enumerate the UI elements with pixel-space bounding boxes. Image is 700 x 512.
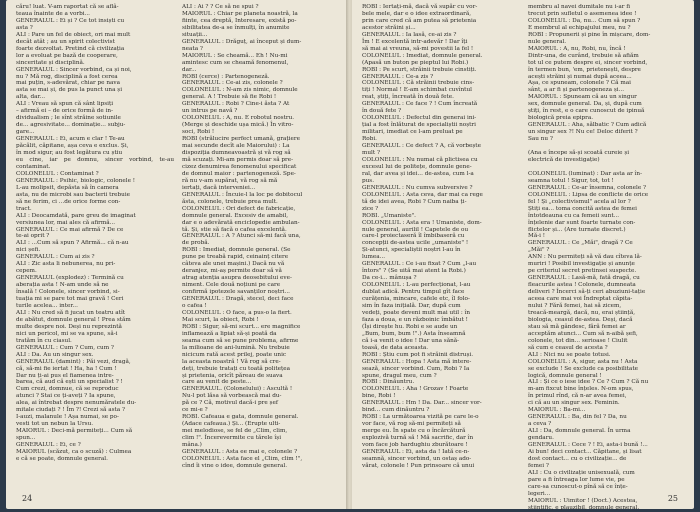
right-col1-text (362, 4, 520, 470)
text-line: – afirmă ei – de orice formă de in- (16, 108, 113, 115)
text-line: sex, domnule general. Da, și, după cum (528, 101, 642, 108)
text-line: ROBI (strălucire perfect umană, grațiere (182, 136, 300, 143)
text-line: general. A ! Trebuie să fie Robi ! (182, 94, 277, 101)
text-line: biologică preia epipra. (528, 115, 594, 122)
text-line: COLONELUL : Imediat, domnule general. (362, 52, 483, 59)
text-line: sibilitatea de-a se înmulți, în anumite (182, 24, 290, 31)
text-line: reat, știți, încreată în două fete. (362, 94, 454, 101)
text-line: dividualism ; le sînt străine sotiunile (16, 115, 121, 122)
text-line: niment. Cele două noțiuni pe care (182, 282, 281, 289)
text-line: GENERALUL : Ce-a zis ? (362, 73, 434, 80)
text-line: ROBI : Știu cum pot fi străinii distruși. (362, 351, 474, 358)
text-line: sinceritate și disciplină. (16, 59, 85, 66)
page-number: 24 (22, 494, 33, 503)
text-line: curățenia, mincare, cafele etc, îl folo- (362, 296, 470, 303)
text-line: ALI : Ai ? ? Ce să ne spui ? (182, 4, 259, 10)
right-page (352, 0, 694, 509)
text-line: dublat adică. Pentru timpul gît face (362, 289, 465, 296)
text-line: confirmă ipotezele savanților noștri... (182, 289, 290, 296)
text-line: (Ana e începe să-și scoată cureie și (528, 150, 630, 157)
text-line: întotdeauna cu ca femeii sunt... (528, 212, 620, 219)
text-line: biologia, ceasul de-astea. Deși, dacă (528, 316, 633, 323)
text-line: cepem. (16, 268, 37, 275)
text-line: ROBI : Sigur, să-mi scurt... ere magnifice (182, 323, 301, 330)
text-line: seamna totul ! Sigur, tot, tot ! (528, 177, 614, 184)
text-line: amintesc cum se cheamă fenomenul, (182, 59, 289, 66)
text-line: GENERALUL : Ei și ? Ce tot insiști cu (16, 17, 125, 24)
text-line: să cum e ceasul de acesta ? (528, 344, 608, 351)
text-line: COLONELUL (luminat) : Dar asta ar în- (528, 170, 643, 177)
text-line: mult ? (362, 150, 381, 157)
text-line: bine, Robi ! (362, 393, 396, 400)
text-line: tract. (16, 205, 32, 212)
text-line: în termen bun, 'em, prietenești, despre (528, 66, 641, 73)
text-line: COLONELUL : Nu numai că plictisea cu (362, 156, 478, 163)
text-line: sânt, a ar fi și partenogeneza și... (528, 87, 625, 94)
text-line: ALI : Zic asta li nebunerea, nu pri- (16, 261, 116, 268)
text-line: aceea care mai voi Îndreptat căpita- (528, 296, 633, 303)
text-line: ROBI : Propunerii și pine în mișcare, dom- (528, 31, 651, 38)
text-line: ALI : Nici nu se poate totusi. (528, 351, 611, 358)
text-line: ROBI : Iertați-mă, dacă vă supăr cu vor- (362, 4, 478, 10)
text-line: ROBI. Cafeaua e gata, domnule general. (182, 414, 299, 421)
text-line: întors" ? (Se uită mai atent la Robi.) (362, 268, 466, 275)
text-line: foarte dezvoltat. Pretind că civilizația (16, 45, 125, 52)
text-line: aberația asta ! N-am unde să ne (16, 282, 109, 289)
text-line: GENERALUL : Robi ? Cine-i ăsta ? At (182, 101, 290, 108)
text-line: MAIORUL : Se cheamă... Eh ! Nu-mi (182, 52, 288, 59)
text-line: pe criteriul secret pretinsei suspecte. (528, 268, 637, 275)
text-line: neata ? (182, 45, 203, 52)
text-line: deți, trebuie tratați cu toată politețea (182, 365, 291, 372)
text-line: ALI : Nu cred să fi jucat un teatru atît (16, 309, 126, 316)
text-line: COLONELUL : Da, nu... Cum să spun ? (528, 17, 641, 24)
text-line: de abătut, domnule general ! Prea stăm (16, 316, 131, 323)
text-line: MAIORUL : A, nu, Robi, nu, încă ! (528, 45, 626, 52)
text-line: treacă-meargă, dacă, nu, erai știință, (528, 309, 636, 316)
text-line: GENERALUL : Ce-ai zis, colonele ? (182, 80, 283, 87)
text-line: ral, dar avea și idei... de-astea, cum l-a (362, 170, 474, 177)
text-line: COLONELUL : Asta ceva, dar mai ca rege (362, 191, 483, 198)
text-line: fiinte, cea dreptă, Interesare, există po- (182, 17, 297, 24)
text-line: faza a doua, e un războinic îmbătut ! (362, 316, 468, 323)
text-line: Așa, ce spuneam, colonele ? Că mai (528, 80, 631, 87)
text-line: mai puțin, s-adevărat, chiar pe nava (16, 80, 121, 87)
text-line: știți, în rest, e o care cunoscut de ipinuă (528, 108, 645, 115)
text-line: „Măi" ? (528, 247, 550, 254)
text-line: asta, nu de microbi sau bacterii trebuie (16, 191, 131, 198)
text-line: explozivă turnă să ! Mă sacrific, dar în (362, 435, 474, 442)
text-line: câteva ale unei mașini.) Dacă nu vă (182, 261, 285, 268)
text-line: GENERALUL : Cum ai zis ? (16, 254, 95, 261)
text-line: se exclude ! Se exclude ca posibilitate (528, 365, 638, 372)
text-line: bind... cum dinăuntru ? (362, 407, 430, 414)
text-line: mai secunde decît ale Maiorului) : La (182, 143, 290, 150)
text-line: Și-atunci, specialiștii noștri l-au în (362, 247, 461, 254)
text-line: COLONELUL : O face, a pus-o la fiert. (182, 309, 292, 316)
text-line: GENERALUL : Ce face ? ! Cum încreată (362, 101, 478, 108)
text-line: concepții de-astea ucile „umaniste" ! (362, 240, 469, 247)
text-line: că, să-mi fie iertat ! Ha, ha ! Cum ! (16, 365, 117, 372)
text-line: (Își direște hu. Robi e se aude un (362, 323, 458, 330)
text-line: (Merge și deschide ușa mică.) În vitro- (182, 122, 294, 129)
text-line: clim !". Încerevermite cu tărele își (182, 435, 282, 442)
text-line: MAIORUL : Chiar pe planeta noastră, la (182, 10, 298, 17)
text-line: că i-a venit o idee ! Dar una sănă- (362, 337, 460, 344)
text-line: merge eu. În spate cu o încărcătură (362, 428, 466, 435)
text-line: GENERALUL : Cece ? ! Ei, asta-i bună !... (528, 442, 648, 449)
text-line: ALI : Da, domnule general. În urma (528, 428, 631, 435)
text-line: care-l proiectaseră îl îmbibaseră cu (362, 233, 465, 240)
text-line: mitale ciudați ? ! Îm ?! Crezi să asta ? (16, 407, 126, 414)
text-line: dar... (182, 66, 197, 73)
text-line: sim în faza inițială. Dar, după cum (362, 302, 461, 309)
text-line: ALI : Deocamdată, pare greu de imaginat (16, 212, 136, 219)
text-line: COLONELUL : N-am zis nimic, domnule (182, 87, 298, 94)
text-line: nu ? Mă rog, disciplină a fost cerea (16, 73, 118, 80)
text-line: COLONELUL : Asta era ! Umaniste, dom- (362, 219, 482, 226)
text-line: acestor străini și... (362, 24, 416, 31)
text-line: flictelor și... (Are turnate discret.) (528, 226, 626, 233)
text-line: tă. Și, stie să facă o cafea excelentă. (182, 226, 287, 233)
text-line: GENERALUL : Lasă-mă, fată dragă, cu (528, 275, 640, 282)
text-line: inflamează a lipiat să-și poată da (182, 330, 277, 337)
text-line: GENERALUL (damint) : Păi vezi, dragă, (16, 358, 131, 365)
text-line: COLONELUL : Aha ! Grozav ! Foarte (362, 386, 469, 393)
text-line: la aceasta noastră ! Vă rog să cre- (182, 358, 281, 365)
text-line: acceptăm atunci... Cum să n-aibă șefi, (528, 330, 638, 337)
text-line: Ai bun! deci contact... Căpitane, și lisat (528, 449, 642, 455)
text-line: „Bum, bum, bum !".) Asta înseamnă (362, 330, 466, 337)
text-line: seamnă, sincer vorbind, un ostaș ado- (362, 455, 472, 462)
text-line: tot ul ce putem despre ei, sincer vorbind, (528, 59, 648, 66)
text-line: soci, Robi ! (182, 129, 215, 136)
text-line: GENERALUL : Asta ee mai e, colonele ? (182, 449, 298, 455)
text-line: vesti tot un nebun la Ursu. (16, 421, 94, 428)
text-line: I-auzi, malanule ! Așa numai, se po- (16, 414, 119, 421)
text-line: vom face job hardughiu zburătoare ! (362, 442, 468, 449)
text-line: lor a evoluat pe bază de cooperare, (16, 52, 118, 59)
text-line: GENERALUL : Dragă, stecel, deci face (182, 296, 294, 303)
text-line: MAIORUL (scăzut, ca o scuză) : Culmea (16, 449, 132, 455)
text-line: fel ! Și „colectivismul" acela al lor ? (528, 198, 631, 205)
text-line: multe despre noi. Deși nu reprezintă (16, 323, 122, 330)
text-line: zice ? (362, 205, 379, 212)
text-line: stau să mă gândesc, fără femei ar (528, 323, 626, 330)
text-line: GENERALUL : Aha, sălbatic ? Cum adică (528, 122, 647, 129)
text-line: tuația mi se pare tot mai gravă ! Ceri (16, 296, 124, 303)
text-line: Da ce-i... mânușa ? (362, 275, 417, 282)
text-line: vărat, colonele ! Pun prinsoare că unui (362, 462, 475, 469)
text-line: păcălit, căpitane, așa ceva e exclus. Și, (16, 143, 129, 150)
right-page-column-1 (362, 4, 520, 484)
text-line: științific, e plauzibil, domnule general. (528, 504, 640, 511)
text-line: L-au molipsit, depăsta să în camera (16, 184, 119, 191)
text-line: trecut prin sufletul o asemenea idee ! (528, 10, 637, 17)
text-line: GENERALUL : Cum ? Cum, cum ? (16, 344, 114, 351)
text-line: GENERALUL : Sincer vorbind, ca și noi, (16, 66, 132, 73)
text-line: GENERALUL : Ba, din fel ? Da, nu (528, 414, 627, 421)
text-line: ALI : ...Cum să spun ? Afirmă... că n-au (16, 240, 129, 247)
text-line: vor face, vă rog să-mi permiteți să (362, 421, 461, 428)
text-line: Sau nu ? (528, 136, 553, 143)
text-line: tiți ! Normal ! E-am schimbat cuvîntul (362, 87, 472, 94)
text-line: ALI : Da. Au un singur sex. (16, 351, 94, 358)
text-line: COLONELUL : Defectul din generai ini- (362, 115, 477, 122)
text-line: COLONELUL : Că străinii trebuie cins- (362, 80, 475, 87)
text-line: pare a fi întreaga lor lume vie, pe (528, 476, 625, 483)
text-line: atrag atenția asupra deosebitului eve- (182, 275, 292, 282)
text-line: nicicum rată acest prilej, poate unic (182, 351, 287, 358)
text-line: ALI : Cu o civilizație unisexuală, cum (528, 469, 635, 476)
text-line: colonele, tot din... serioase ! Ciulit (528, 337, 628, 344)
text-line: GENERALUL : Ei, asta da ! Iată ce-n- (362, 449, 470, 455)
text-line: alea, ai întrebat despre nenumăratele du- (16, 400, 137, 407)
text-line: GENERALUL : Hopa ! Asta mă intere- (362, 358, 472, 365)
text-line: un intrus pe navă ? (182, 108, 238, 115)
text-line: situații... (182, 31, 208, 38)
text-line: domnule general. Excesiv de amabil, (182, 212, 289, 219)
text-line: GENERALUL : Ce mai afirmă ? De ce (16, 226, 124, 233)
text-line: membru al navei dumitale nu i-ar fi (528, 4, 631, 10)
text-line: seama cum să se pune problema, afirme (182, 337, 299, 344)
text-line: Cum crezi, domnue, că se reproduc (16, 386, 119, 393)
text-line: COLONELUL : Asta face el „Clim, clim !", (182, 455, 303, 462)
text-line: decât atât ; au un spirit colectivist (16, 38, 115, 45)
text-line: în două fete ? (362, 108, 402, 115)
text-line: la milioane de ani-lumină. Nu trebuie (182, 344, 290, 351)
text-line: e că se poate, domnule general. (16, 455, 108, 462)
text-line: pă ce ? Că, motivul dacă-i pre șef (182, 400, 278, 407)
text-line: te-ai oprit ? (16, 233, 50, 240)
text-line: turile acelea... inter... (16, 302, 78, 309)
page-number: 25 (667, 494, 678, 503)
text-line: ci că au un singur sex. Feminin. (528, 400, 620, 407)
text-line (528, 164, 686, 171)
text-line: a ceva ? (528, 421, 552, 428)
text-line: nici șefi. (16, 247, 41, 254)
text-line: asta ? (16, 24, 33, 31)
text-line: bele mele, dar e o idee extraordinară, (362, 10, 472, 17)
text-line: ALI : Vreau să spun că sânt lipsiți (16, 101, 114, 108)
text-line: muriri ! Posibil investigație și anunțe (528, 261, 635, 268)
text-line: nule general. (528, 38, 567, 45)
text-line: și prietenia, oricît păreau de suava (182, 372, 283, 379)
text-line: pus. (362, 177, 375, 184)
text-line: ROBI : Imediat, domnule general. (Se (182, 247, 291, 254)
text-line: dost contact... cu o civilizație... de (528, 455, 627, 462)
text-line: lumea... (362, 254, 386, 261)
text-line: deliveri ? Încerci să-ți ceri abuziuni-tație (528, 289, 646, 296)
text-line: ROBI : Dinăuntru. (362, 379, 415, 386)
text-line: GENERALUL : Psihic, biologic, colonele ! (16, 177, 136, 184)
text-line: tratăm în cu ciasul. (16, 337, 72, 344)
text-line: Îm ! E excelentă intr-adevăr ! Dar îți (362, 38, 468, 45)
text-line: înțelenie dar sunt foarte turnate con- (528, 219, 636, 226)
text-line: mă scuzați. Mi-am permis doar să pre- (182, 156, 294, 163)
text-line: legeri... (528, 490, 551, 497)
text-line: Dintr-una, de curând, trebuie să afiăm (528, 52, 639, 59)
text-line: de probă. (182, 240, 210, 247)
text-line: COLONELUL : Contaminat ? (16, 170, 99, 177)
left-page (6, 0, 348, 509)
text-line: cizez denumirea fenomenului specificat (182, 163, 297, 170)
text-line: COLONELUL : Ori defect de fabricație, (182, 205, 296, 212)
text-line: ROBI : Pe scurt, străinii trebuie cinstiți. (362, 66, 477, 73)
text-line: GENERALUL : Drăguț, ai început și dum- (182, 38, 302, 45)
text-line: mei melodiose, se fel de „Clim, clim, (182, 428, 288, 435)
text-line: excesul lui de politețe, domnule gene- (362, 163, 472, 170)
text-line (528, 143, 686, 150)
text-line: spune, dragul meu, cum ? (362, 372, 437, 379)
text-line: COLONELUL : L-au perfecționat, l-au (362, 282, 471, 289)
text-line: (Adace cafeaua.) Și... (Erupte ulti- (182, 421, 281, 428)
text-line: nule general, aurilil ! Capetele de ou (362, 226, 469, 233)
text-line: GENERALUL. (Colonelului) : Ascultă ! (182, 386, 293, 393)
text-line: prin care cred că am putea să prietenia (362, 17, 477, 24)
text-line: spun... (16, 435, 36, 442)
text-line: barea, că aud că ești un specialist ? ! (16, 379, 123, 386)
text-line: ROBI : La următoarea vizită pe care le-o (362, 414, 479, 421)
text-line: Știți ea... toma concită astea de femei (528, 205, 637, 212)
text-line: toasă, de data aceasta. (362, 344, 429, 351)
text-line: asta se mai și, de pus la punct una și (16, 87, 123, 94)
text-line: deranjez, mi-aș permite doar să vă (182, 268, 282, 275)
text-line: COLONELUL : A, nu. E robotul nostru. (182, 115, 295, 122)
text-line: nici un pericol, mi se va spune, să-i (16, 330, 118, 337)
left-col2-text (182, 4, 340, 470)
text-line: fleacurile astea ! Colonele, dumneata (528, 282, 636, 289)
text-line: nului ? Fără femei, hai să zicem, (528, 302, 622, 309)
text-line: GENERALUL (explodez) : Termină cu (16, 275, 124, 282)
text-line: iertați, dacă interveniei... (182, 184, 256, 191)
text-line: gare... (16, 129, 35, 136)
text-line: GENERALUL : Ce-ar însemna, colonele ? (528, 184, 647, 191)
right-col2-text (528, 4, 686, 512)
text-line: ALI : Și ce o iese idee ? Ce ? Cum ? Că nu (528, 379, 649, 386)
text-line: COLONELUL : Lipsa de conflicte de orice (528, 191, 649, 198)
text-line: teaua înainte de a vorbi... (16, 10, 90, 17)
text-line: eu cine, iar pe domnu, sincer vorbind, te-au contaminat. (16, 156, 174, 170)
text-line: GENERALUL : Ce i-au fixat ? Cum „l-au (362, 261, 477, 268)
text-line: ră nu v-am supărat, vă rog să mă (182, 177, 278, 184)
text-line: Mă-i ! (528, 233, 546, 240)
text-line: atunci ? Stai ce ți-aveți ? Ia spune, (16, 393, 116, 400)
text-line: de... agresivitate... dominație... subju- (16, 122, 126, 129)
text-line: să ne ferim, ci ...de orice forme con- (16, 198, 121, 205)
text-line: însală ! Colonele, sincer vorbind, si- (16, 289, 120, 296)
text-line: GENERALUL : Ce „Măi", dragă ? Ce (528, 240, 633, 247)
text-line: ROBI (cerce) : Partenogeneză. (182, 73, 270, 80)
text-line: MAIORUL : Ba-mi... (528, 407, 586, 414)
text-line: ALI : Pare un fel de obiect, ori mai mult (16, 31, 131, 38)
left-col1-text (16, 4, 174, 463)
text-line: care-sa cunoscut-o pînă să ce înțe- (528, 483, 628, 490)
text-line: ANN : Nu permiteți să vă dau cîteva lă- (528, 254, 642, 261)
text-line: MAIORUL : Deci-mă permiteți... Cum să (16, 428, 133, 435)
text-line: în primul rînd, că n-ar avea femei, (528, 393, 627, 400)
text-line: mâna.) (182, 442, 202, 449)
text-line: GENERALUL : Nu cumva subversive ? (362, 184, 473, 191)
text-line: căru! luat. V-am raportat că se aflâ- (16, 4, 119, 10)
text-line: acești străini și numai după aceea... (528, 73, 632, 80)
text-line: țial a fost înlăturat de specialiștii noștri (362, 122, 476, 129)
text-line: gendaru. (528, 435, 554, 442)
text-line: vedeți, poate deveni mult mai util : în (362, 309, 471, 316)
text-line: GENERALUL : Ia lasă, ce-ai zis ? (362, 31, 457, 38)
text-line: GENERALUL : Ei, ce ? (16, 442, 81, 449)
text-line: ce mi-e ? (182, 407, 208, 414)
text-line: militari, imediat ce l-am preluat pe (362, 129, 463, 136)
text-line: m-am fixcut bine înțeles. N-om spus, (528, 386, 634, 393)
text-line: ROBI. „Umaniste". (362, 212, 416, 219)
text-line: GENERALUL : Încuie-l la loc pe dobitocul (182, 191, 303, 198)
left-page-column-2 (182, 4, 340, 484)
text-line: E membrul al echipajului meu, nu ? (528, 24, 631, 31)
text-line: Dar nu ți-ai pus el fiamenea intre- (16, 372, 114, 379)
text-line: electrică de investigație) (528, 156, 600, 163)
text-line: versiunea lor, mai ales că afirmă... (16, 219, 116, 226)
text-line: de domnul maior : partenogeneză. Spe- (182, 170, 296, 177)
text-line: GENERALUL : Ei, acum e clar ! Te-au (16, 136, 125, 143)
text-line: Mai scurt, la obiect, Robi ! (182, 316, 259, 323)
left-page-column-1 (16, 4, 174, 484)
text-line: dar e o adevărată enciclopedie ambulan- (182, 219, 300, 226)
text-line: cînd îi vine o idee, domnule general. (182, 462, 288, 469)
text-line: dispoziția dumneavoastră și vă rog să (182, 150, 291, 157)
text-line: MAIORUL : Spuneam că au un singur (528, 94, 637, 101)
text-line: GENERALUL : Hm ! Da. Dar... sincer vor- (362, 400, 482, 407)
text-line: să mai ai vreuna, să-mi povestii la fel ! (362, 45, 474, 52)
text-line: Robi. (362, 136, 377, 143)
text-line: sează, sincer vorbind. Cum, Robi ? Ia (362, 365, 470, 372)
text-line: care au venit de peste... (182, 379, 252, 386)
text-line: un singur sex ?! Nu ce! Deloc diferit ? (528, 129, 638, 136)
text-line: COLONELUL : A, sigur, asta nu ! Asta (528, 358, 638, 365)
text-line: tă de idei avea, Robi ? Cum naiba ți- (362, 198, 467, 205)
text-line: alta, dar... (16, 94, 46, 101)
text-line: logică, domnule general ! (528, 372, 602, 379)
text-line: GENERALUL : Ce defect ? A, că vorbește (362, 143, 481, 150)
text-line: Nu-l pot lăsa să vorbească mai du- (182, 393, 282, 400)
text-line: ăsta, colonele, trebuie prea mult. (182, 198, 278, 205)
text-line: o cafea ! (182, 302, 207, 309)
text-line: femei ? (528, 462, 549, 469)
text-line: (Apasă un buton pe pieptul lui Robi.) (362, 59, 469, 66)
text-line: MAIORUL : Uimitor ! (Doct.) Acestea, (528, 497, 638, 504)
text-line: GENERALUL : A ? Atunci să-mi facă una, (182, 233, 301, 240)
text-line: în mod sigur, au fost legătura cu știu (16, 150, 123, 157)
text-line: pune pe treabă rapid, ceinainț citere (182, 254, 289, 261)
